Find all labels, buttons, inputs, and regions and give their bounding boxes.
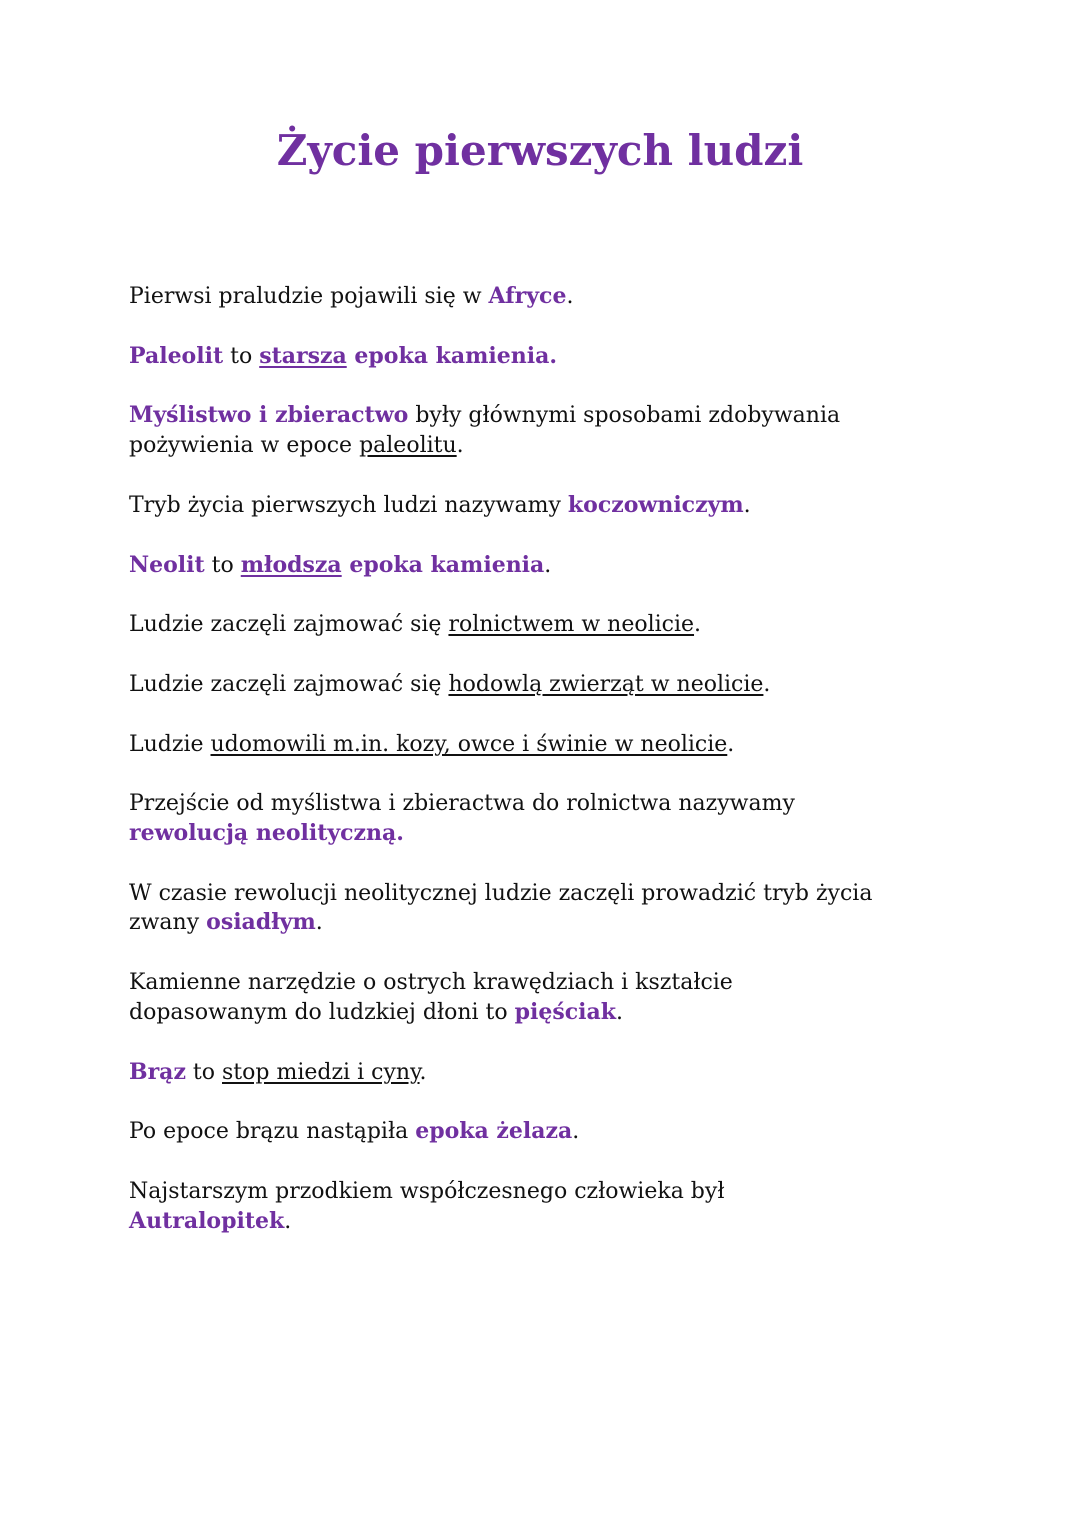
key-term: Brąz [129,1058,186,1085]
text-line [129,968,989,998]
key-term: epoka żelaza [415,1118,573,1145]
text-line [129,670,989,700]
text-segment: to [204,552,241,578]
text-line [129,401,989,431]
key-term: Autralopitek [129,1207,285,1234]
underlined-term: stop miedzi i cyny [222,1059,420,1085]
paragraph [129,551,989,581]
text-segment: Najstarszym przodkiem współczesnego człowieka był [129,1178,725,1204]
text-segment: to [223,343,260,369]
paragraph [129,401,989,460]
text-segment: . [763,671,771,697]
text-line [129,1117,989,1147]
key-term: koczowniczym [567,491,744,518]
text-segment: . [544,552,552,578]
key-term: pięściak [514,998,616,1025]
text-segment: . [419,1059,427,1085]
paragraph [129,879,989,938]
text-line [129,879,989,909]
text-line [129,1058,989,1088]
text-segment: . [572,1119,580,1145]
text-line [129,282,989,312]
key-term: epoka kamienia [341,551,545,578]
text-segment: pożywienia w epoce [129,433,360,459]
key-term: Neolit [129,551,205,578]
paragraph [129,670,989,700]
text-segment: . [456,433,464,459]
text-segment: . [694,612,702,638]
key-term: rewolucją neolityczną. [129,820,404,847]
text-line [129,789,989,819]
key-term: Myślistwo i zbieractwo [129,402,409,429]
text-segment: . [615,999,623,1025]
text-line [129,491,989,521]
paragraph [129,282,989,312]
page-title: Życie pierwszych ludzi [276,126,804,175]
text-line [129,819,989,849]
text-segment: to [185,1059,223,1085]
key-term: młodsza [240,551,342,578]
text-segment: Ludzie zaczęli zajmować się [129,612,449,638]
text-segment: Przejście od myślistwa i zbieractwa do rolnictwa nazywamy [129,791,795,817]
text-segment: . [284,1208,292,1234]
key-term: epoka kamienia. [346,342,558,369]
text-segment: . [727,731,735,757]
text-segment: Ludzie [129,731,211,757]
text-line [129,1177,989,1207]
text-segment: Kamienne narzędzie o ostrych krawędziach i kształcie [129,970,733,996]
text-segment: . [566,284,574,309]
text-line [129,908,989,938]
text-segment: były głównymi sposobami zdobywania [408,403,841,429]
text-segment: Po epoce brązu nastąpiła [129,1119,416,1145]
paragraph [129,491,989,521]
text-segment: . [315,910,323,936]
text-line [129,342,989,372]
paragraph [129,789,989,848]
text-line [129,730,989,760]
text-line [129,551,989,581]
paragraph [129,342,989,372]
paragraph [129,730,989,760]
text-segment: . [743,492,751,518]
paragraph [129,1117,989,1147]
underlined-term: paleolitu [359,433,457,459]
text-segment: zwany [129,910,207,936]
text-line [129,431,989,461]
underlined-term: rolnictwem w neolicie [448,612,695,638]
underlined-term: udomowili m.in. kozy, owce i świnie w neolicie [210,731,728,757]
text-line [129,610,989,640]
key-term: osiadłym [206,909,316,936]
text-line [129,1207,989,1237]
document-body [129,282,989,1266]
paragraph [129,610,989,640]
text-segment: W czasie rewolucji neolitycznej ludzie zaczęli prowadzić tryb życia [129,880,873,906]
paragraph [129,1177,989,1236]
text-segment: Tryb życia pierwszych ludzi nazywamy [129,492,568,518]
key-term: starsza [259,342,347,369]
underlined-term: hodowlą zwierząt w neolicie [448,671,764,697]
key-term: Afryce [488,283,567,309]
text-segment: Ludzie zaczęli zajmować się [129,671,449,697]
paragraph [129,968,989,1027]
key-term: Paleolit [129,342,224,369]
text-segment: Pierwsi praludzie pojawili się w [129,284,489,309]
text-line [129,998,989,1028]
paragraph [129,1058,989,1088]
text-segment: dopasowanym do ludzkiej dłoni to [129,999,515,1025]
